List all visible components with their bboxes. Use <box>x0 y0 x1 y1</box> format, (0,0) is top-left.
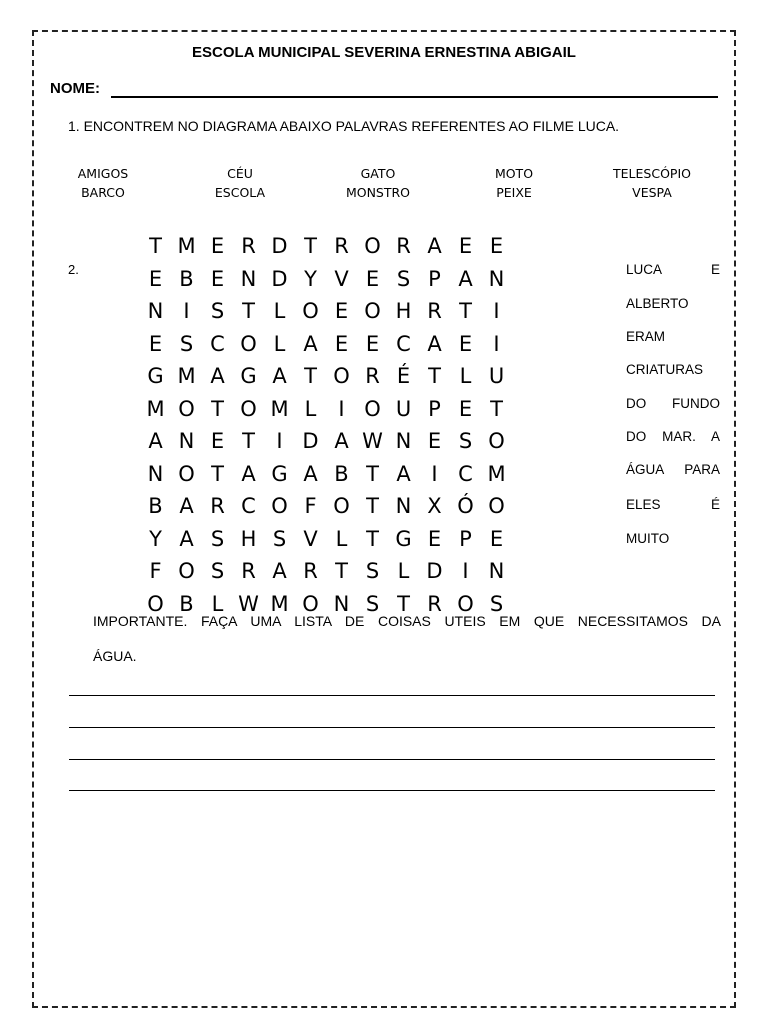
question-1: 1. ENCONTREM NO DIAGRAMA ABAIXO PALAVRAS REFERENTES AO FILME LUCA. <box>68 118 620 134</box>
grid-letter[interactable]: A <box>427 234 442 258</box>
grid-letter[interactable]: D <box>271 234 288 258</box>
grid-letter[interactable]: S <box>365 591 380 616</box>
grid-letter[interactable]: O <box>333 364 350 388</box>
grid-letter[interactable]: A <box>303 331 318 356</box>
grid-letter[interactable]: P <box>459 526 472 551</box>
grid-letter[interactable]: S <box>365 559 380 583</box>
grid-letter[interactable]: W <box>238 591 259 616</box>
grid-row <box>140 425 600 458</box>
grid-letter[interactable]: W <box>362 429 383 453</box>
grid-letter[interactable]: S <box>272 526 287 551</box>
grid-letter[interactable]: A <box>148 429 163 453</box>
grid-letter[interactable]: R <box>365 364 380 388</box>
side-text-line: DO MAR. A <box>626 429 720 444</box>
word-item: AMIGOS <box>77 166 129 181</box>
grid-letter[interactable]: T <box>459 299 472 323</box>
grid-letter[interactable]: B <box>334 461 349 486</box>
grid-letter[interactable]: D <box>426 559 443 583</box>
word-column-3 <box>338 164 418 202</box>
grid-letter[interactable]: L <box>273 331 286 356</box>
grid-letter[interactable]: C <box>241 494 256 518</box>
grid-row <box>140 523 600 556</box>
grid-letter[interactable]: E <box>210 429 225 453</box>
grid-letter[interactable]: E <box>427 429 442 453</box>
grid-letter[interactable]: E <box>210 234 225 258</box>
grid-letter[interactable]: N <box>147 299 164 323</box>
grid-letter[interactable]: T <box>211 461 224 486</box>
grid-letter[interactable]: T <box>490 396 503 421</box>
grid-letter[interactable]: O <box>302 299 319 323</box>
question-2-number: 2. <box>68 262 79 277</box>
grid-letter[interactable]: T <box>366 526 379 551</box>
grid-letter[interactable]: E <box>365 266 380 291</box>
grid-row <box>140 555 600 588</box>
grid-letter[interactable]: S <box>489 591 504 616</box>
grid-letter[interactable]: I <box>276 429 283 453</box>
grid-letter[interactable]: O <box>488 494 505 518</box>
grid-letter[interactable]: T <box>428 364 441 388</box>
grid-letter[interactable]: L <box>273 299 286 323</box>
word-item: PEIXE <box>496 185 532 200</box>
side-text-line: ELES É <box>626 497 720 512</box>
grid-letter[interactable]: E <box>489 526 504 551</box>
grid-letter[interactable]: É <box>396 364 411 388</box>
grid-letter[interactable]: E <box>489 234 504 258</box>
grid-letter[interactable]: R <box>334 234 349 258</box>
grid-row <box>140 360 600 393</box>
grid-row <box>140 295 600 328</box>
grid-row <box>140 328 600 361</box>
word-column-5 <box>604 164 700 202</box>
grid-letter[interactable]: E <box>210 266 225 291</box>
grid-letter[interactable]: T <box>335 559 348 583</box>
word-item: TELESCÓPIO <box>613 166 691 181</box>
side-text-line: ALBERTO <box>626 296 689 311</box>
grid-letter[interactable]: A <box>303 461 318 486</box>
answer-line[interactable] <box>69 790 715 791</box>
grid-letter[interactable]: O <box>147 591 164 616</box>
grid-letter[interactable]: I <box>338 396 345 421</box>
grid-letter[interactable]: T <box>242 299 255 323</box>
grid-letter[interactable]: S <box>210 299 225 323</box>
grid-letter[interactable]: S <box>458 429 473 453</box>
side-text-line: MUITO <box>626 531 670 546</box>
word-search-grid <box>140 230 600 620</box>
grid-letter[interactable]: O <box>178 461 195 486</box>
grid-row <box>140 230 600 263</box>
grid-letter[interactable]: P <box>428 266 441 291</box>
grid-letter[interactable]: N <box>395 429 412 453</box>
grid-letter[interactable]: O <box>333 494 350 518</box>
grid-letter[interactable]: E <box>458 234 473 258</box>
grid-letter[interactable]: I <box>493 331 500 356</box>
word-column-2 <box>208 164 272 202</box>
grid-letter[interactable]: C <box>396 331 411 356</box>
grid-letter[interactable]: G <box>395 526 412 551</box>
grid-letter[interactable]: T <box>397 591 410 616</box>
grid-letter[interactable]: M <box>270 591 289 616</box>
grid-letter[interactable]: O <box>240 331 257 356</box>
grid-letter[interactable]: A <box>179 526 194 551</box>
word-column-1 <box>73 164 133 202</box>
school-title: ESCOLA MUNICIPAL SEVERINA ERNESTINA ABIGAIL <box>192 44 576 61</box>
grid-letter[interactable]: T <box>149 234 162 258</box>
grid-letter[interactable]: U <box>395 396 412 421</box>
grid-letter[interactable]: T <box>304 234 317 258</box>
grid-row <box>140 458 600 491</box>
grid-letter[interactable]: F <box>149 559 162 583</box>
grid-letter[interactable]: A <box>210 364 225 388</box>
grid-letter[interactable]: D <box>302 429 319 453</box>
grid-letter[interactable]: X <box>427 494 442 518</box>
grid-letter[interactable]: I <box>431 461 438 486</box>
grid-letter[interactable]: S <box>396 266 411 291</box>
grid-letter[interactable]: I <box>462 559 469 583</box>
grid-letter[interactable]: E <box>334 299 349 323</box>
grid-letter[interactable]: N <box>178 429 195 453</box>
side-text-line: LUCA E <box>626 262 720 277</box>
paragraph-line-1: IMPORTANTE. FAÇA UMA LISTA DE COISAS UTEIS EM QUE NECESSITAMOS DA <box>93 613 721 629</box>
grid-letter[interactable]: N <box>488 266 505 291</box>
grid-letter[interactable]: T <box>242 429 255 453</box>
grid-row <box>140 490 600 523</box>
grid-letter[interactable]: N <box>395 494 412 518</box>
grid-letter[interactable]: T <box>304 364 317 388</box>
grid-letter[interactable]: A <box>272 364 287 388</box>
word-item: BARCO <box>81 185 125 200</box>
grid-letter[interactable]: S <box>210 526 225 551</box>
grid-letter[interactable]: E <box>334 331 349 356</box>
grid-letter[interactable]: H <box>395 299 412 323</box>
grid-letter[interactable]: Y <box>149 526 162 551</box>
grid-letter[interactable]: C <box>458 461 473 486</box>
grid-letter[interactable]: T <box>366 494 379 518</box>
answer-line[interactable] <box>69 727 715 728</box>
grid-letter[interactable]: R <box>427 299 442 323</box>
grid-letter[interactable]: A <box>241 461 256 486</box>
grid-letter[interactable]: T <box>366 461 379 486</box>
grid-letter[interactable]: L <box>211 591 224 616</box>
grid-letter[interactable]: E <box>365 331 380 356</box>
grid-letter[interactable]: A <box>179 494 194 518</box>
grid-letter[interactable]: Ó <box>457 494 474 518</box>
grid-letter[interactable]: M <box>270 396 289 421</box>
grid-letter[interactable]: B <box>179 591 194 616</box>
name-label: NOME: <box>50 80 100 97</box>
grid-row <box>140 393 600 426</box>
grid-letter[interactable]: N <box>333 591 350 616</box>
grid-letter[interactable]: O <box>178 396 195 421</box>
grid-letter[interactable]: E <box>458 331 473 356</box>
grid-letter[interactable]: Y <box>304 266 317 291</box>
grid-letter[interactable]: O <box>271 494 288 518</box>
grid-letter[interactable]: O <box>302 591 319 616</box>
grid-letter[interactable]: H <box>240 526 257 551</box>
side-text-line: DO FUNDO <box>626 396 720 411</box>
grid-letter[interactable]: B <box>179 266 194 291</box>
grid-letter[interactable]: R <box>427 591 442 616</box>
side-text-line: CRIATURAS <box>626 362 704 377</box>
grid-letter[interactable]: A <box>334 429 349 453</box>
paragraph-line-2: ÁGUA. <box>93 648 137 664</box>
word-item: CÉU <box>227 166 253 181</box>
grid-letter[interactable]: T <box>211 396 224 421</box>
grid-letter[interactable]: L <box>397 559 410 583</box>
grid-letter[interactable]: S <box>179 331 194 356</box>
grid-letter[interactable]: A <box>272 559 287 583</box>
grid-letter[interactable]: P <box>428 396 441 421</box>
grid-letter[interactable]: O <box>240 396 257 421</box>
word-column-4 <box>484 164 544 202</box>
grid-letter[interactable]: G <box>240 364 257 388</box>
grid-letter[interactable]: O <box>457 591 474 616</box>
grid-letter[interactable]: G <box>271 461 288 486</box>
grid-letter[interactable]: O <box>364 234 381 258</box>
grid-letter[interactable]: R <box>241 234 256 258</box>
grid-letter[interactable]: A <box>458 266 473 291</box>
grid-letter[interactable]: I <box>183 299 190 323</box>
grid-letter[interactable]: R <box>241 559 256 583</box>
grid-letter[interactable]: F <box>304 494 317 518</box>
grid-letter[interactable]: O <box>364 396 381 421</box>
grid-letter[interactable]: O <box>178 559 195 583</box>
grid-letter[interactable]: I <box>493 299 500 323</box>
word-item: GATO <box>360 166 396 181</box>
answer-line[interactable] <box>69 695 715 696</box>
side-text-line: ÁGUA PARA <box>626 462 720 477</box>
grid-letter[interactable]: A <box>427 331 442 356</box>
grid-letter[interactable]: L <box>459 364 472 388</box>
grid-letter[interactable]: B <box>148 494 163 518</box>
grid-letter[interactable]: E <box>148 331 163 356</box>
answer-line[interactable] <box>69 759 715 760</box>
grid-letter[interactable]: D <box>271 266 288 291</box>
grid-letter[interactable]: M <box>487 461 506 486</box>
word-item: ESCOLA <box>214 185 266 200</box>
grid-letter[interactable]: O <box>364 299 381 323</box>
grid-letter[interactable]: R <box>396 234 411 258</box>
grid-letter[interactable]: E <box>427 526 442 551</box>
grid-letter[interactable]: M <box>177 234 196 258</box>
grid-row <box>140 263 600 296</box>
grid-letter[interactable]: N <box>147 461 164 486</box>
grid-letter[interactable]: L <box>335 526 348 551</box>
grid-letter[interactable]: R <box>303 559 318 583</box>
grid-letter[interactable]: N <box>488 559 505 583</box>
grid-letter[interactable]: E <box>148 266 163 291</box>
grid-letter[interactable]: V <box>303 526 318 551</box>
grid-letter[interactable]: V <box>334 266 349 291</box>
name-field-line[interactable] <box>111 96 718 98</box>
grid-letter[interactable]: M <box>177 364 196 388</box>
grid-letter[interactable]: M <box>146 396 165 421</box>
word-item: MOTO <box>494 166 534 181</box>
grid-letter[interactable]: R <box>210 494 225 518</box>
grid-letter[interactable]: E <box>458 396 473 421</box>
grid-letter[interactable]: S <box>210 559 225 583</box>
side-text-line: ERAM <box>626 329 666 344</box>
grid-letter[interactable]: U <box>488 364 505 388</box>
grid-letter[interactable]: L <box>304 396 317 421</box>
word-item: VESPA <box>632 185 672 200</box>
grid-letter[interactable]: N <box>240 266 257 291</box>
word-item: MONSTRO <box>345 185 411 200</box>
grid-letter[interactable]: G <box>147 364 164 388</box>
grid-letter[interactable]: O <box>488 429 505 453</box>
grid-letter[interactable]: A <box>396 461 411 486</box>
grid-letter[interactable]: C <box>210 331 225 356</box>
